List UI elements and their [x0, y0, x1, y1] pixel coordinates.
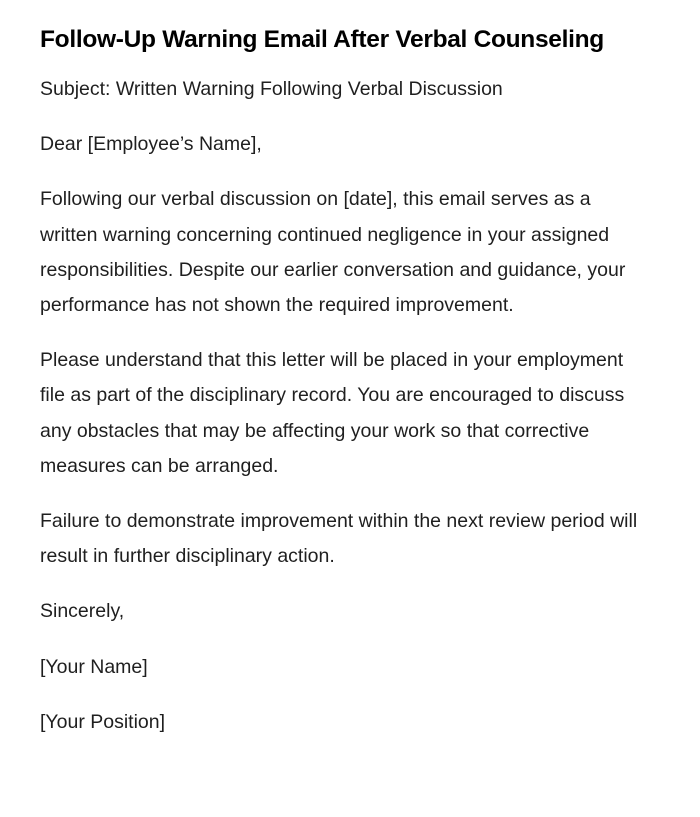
signature-name: [Your Name] [40, 655, 148, 678]
email-subject: Subject: Written Warning Following Verbal Discussion [40, 78, 503, 100]
signature-position: [Your Position] [40, 710, 166, 733]
body-paragraph-3: Failure to demonstrate improvement within the next review period will result in further disciplinary action. [40, 510, 638, 568]
body-paragraph-1: Following our verbal discussion on [date], this email serves as a written warning concerning continued negligence in your assigned responsibilities. Despite our earlier conversation and guidance, your performance has not shown the required improvement. [40, 188, 626, 317]
salutation: Dear [Employee’s Name], [40, 133, 262, 156]
document-title: Follow-Up Warning Email After Verbal Counseling [40, 26, 604, 53]
document-page [40, 20, 650, 740]
body-paragraph-2: Please understand that this letter will be placed in your employment file as part of the disciplinary record. You are encouraged to discuss any obstacles that may be affecting your work so that corrective measures can be arranged. [40, 349, 625, 477]
closing: Sincerely, [40, 600, 125, 623]
